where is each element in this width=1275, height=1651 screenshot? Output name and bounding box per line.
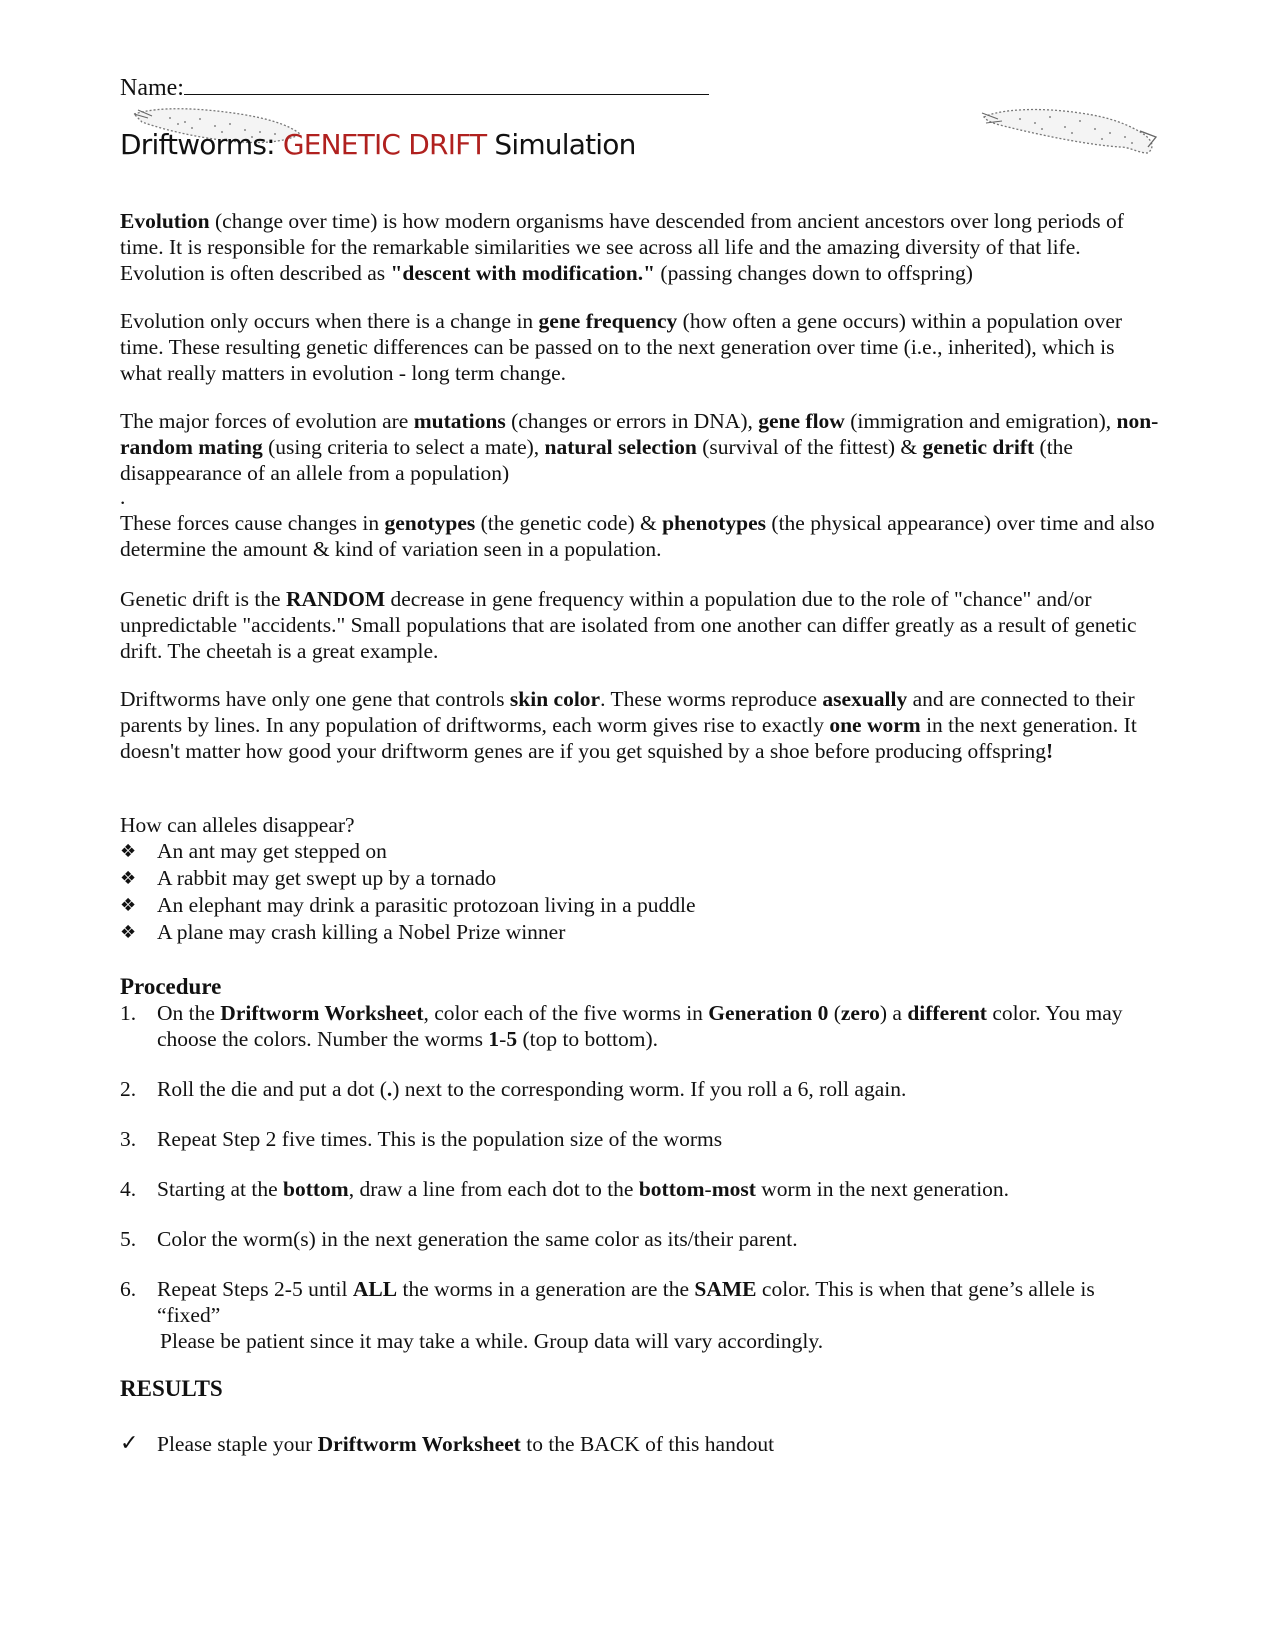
- document-title: [120, 128, 636, 161]
- bold-term: ALL: [352, 1277, 398, 1301]
- intro-paragraph-evolution: Evolution (change over time) is how modern organisms have descended from ancient ancestors over long periods of time. It is responsible for the remarkable similarities we see across all life and the amazing diversity of that life. Evolution is often described as "descent with modification." (passing changes down to offspring): [120, 209, 1124, 285]
- bold-term: most: [711, 1177, 756, 1201]
- name-blank-line[interactable]: [184, 72, 709, 95]
- checkmark-icon: ✓: [120, 1431, 139, 1456]
- bold-term: natural selection: [544, 435, 697, 459]
- allele-bullet-text: A rabbit may get swept up by a tornado: [157, 866, 497, 890]
- results-item-text: Please staple your Driftworm Worksheet to the BACK of this handout: [157, 1432, 775, 1456]
- results-heading: RESULTS: [120, 1376, 223, 1401]
- procedure-section: [120, 974, 1160, 1354]
- procedure-step: [120, 1276, 1160, 1354]
- title-genetic-drift: GENETIC DRIFT: [282, 128, 487, 161]
- bold-term: phenotypes: [662, 511, 767, 535]
- bold-term: mutations: [413, 409, 506, 433]
- procedure-step: [120, 1126, 1160, 1152]
- step-6-note: Please be patient since it may take a while. Group data will vary accordingly.: [160, 1329, 824, 1353]
- step-text: Color the worm(s) in the next generation the same color as its/their parent.: [157, 1227, 798, 1251]
- procedure-step: [120, 1076, 1160, 1102]
- intro-paragraph-driftworms: Driftworms have only one gene that controls skin color. These worms reproduce asexually and are connected to their parents by lines. In any population of driftworms, each worm gives rise to exactly one worm in the next generation. It doesn't matter how good your driftworm genes are if you get squished by a shoe before producing offspring!: [120, 687, 1137, 763]
- stray-period: .: [120, 485, 126, 509]
- step-number: 2.: [120, 1077, 137, 1101]
- bold-term: different: [907, 1001, 987, 1025]
- step-text: On the Driftworm Worksheet, color each of the five worms in Generation 0 (zero) a different color. You may choose the colors. Number the worms 1-5 (top to bottom).: [157, 1001, 1123, 1051]
- alleles-bullet-list: [120, 838, 1160, 946]
- bold-term: zero: [840, 1001, 880, 1025]
- title-prefix: Driftworms:: [120, 128, 283, 161]
- allele-bullet-text: An ant may get stepped on: [157, 839, 387, 863]
- bold-term: gene flow: [758, 409, 845, 433]
- allele-bullet-text: A plane may crash killing a Nobel Prize winner: [157, 920, 566, 944]
- step-number: 6.: [120, 1277, 137, 1301]
- results-section: [120, 1376, 1160, 1457]
- diamond-bullet-icon: ❖: [120, 868, 137, 889]
- bold-term: bottom: [638, 1177, 705, 1201]
- intro-paragraph-genetic-drift: Genetic drift is the RANDOM decrease in gene frequency within a population due to the role of "chance" and/or unpredictable "accidents." Small populations that are isolated from one another can differ greatly as a result of genetic drift. The cheetah is a great example.: [120, 587, 1137, 663]
- diamond-bullet-icon: ❖: [120, 841, 137, 862]
- intro-paragraph-forces: The major forces of evolution are mutations (changes or errors in DNA), gene flow (immigration and emigration), non-random mating (using criteria to select a mate), natural selection (survival of the fittest) & genetic drift (the disappearance of an allele from a population): [120, 409, 1159, 485]
- bold-term: asexually: [822, 687, 908, 711]
- bold-term: Driftworm Worksheet: [317, 1432, 521, 1456]
- step-number: 1.: [120, 1001, 137, 1025]
- bold-term: non-random mating: [120, 409, 1159, 459]
- allele-bullet-item: [120, 865, 1160, 892]
- bold-term: SAME: [694, 1277, 757, 1301]
- intro-paragraph-genotypes: These forces cause changes in genotypes (the genetic code) & phenotypes (the physical appearance) over time and also determine the amount & kind of variation seen in a population.: [120, 511, 1155, 561]
- procedure-step: [120, 1176, 1160, 1202]
- procedure-steps-list: [120, 1000, 1160, 1354]
- name-label: Name:: [120, 75, 184, 101]
- step-number: 4.: [120, 1177, 137, 1201]
- procedure-step: [120, 1000, 1160, 1052]
- procedure-heading: Procedure: [120, 974, 222, 999]
- bold-term: 1: [488, 1027, 500, 1051]
- title-suffix: Simulation: [486, 128, 636, 161]
- bold-term: Evolution: [120, 209, 210, 233]
- step-text: Repeat Steps 2-5 until ALL the worms in a generation are the SAME color. This is when that gene’s allele is “fixed”: [157, 1277, 1095, 1327]
- alleles-section: [120, 812, 1160, 946]
- bold-term: skin color: [509, 687, 601, 711]
- allele-bullet-item: [120, 838, 1160, 865]
- allele-bullet-text: An elephant may drink a parasitic protozoan living in a puddle: [157, 893, 696, 917]
- results-item: [120, 1431, 1160, 1457]
- step-number: 3.: [120, 1127, 137, 1151]
- allele-bullet-item: [120, 919, 1160, 946]
- alleles-question: How can alleles disappear?: [120, 813, 355, 837]
- procedure-step: [120, 1226, 1160, 1252]
- bold-term: "descent with modification.": [390, 261, 656, 285]
- bold-term: .: [386, 1077, 393, 1101]
- step-text: Roll the die and put a dot (.) next to the corresponding worm. If you roll a 6, roll again.: [157, 1077, 907, 1101]
- bold-term: 5: [506, 1027, 518, 1051]
- diamond-bullet-icon: ❖: [120, 922, 137, 943]
- bold-term: one worm: [829, 713, 921, 737]
- name-field[interactable]: [120, 72, 709, 102]
- bold-term: RANDOM: [285, 587, 386, 611]
- step-text: Starting at the bottom, draw a line from each dot to the bottom-most worm in the next generation.: [157, 1177, 1010, 1201]
- bold-term: !: [1045, 739, 1054, 763]
- step-text: Repeat Step 2 five times. This is the population size of the worms: [157, 1127, 723, 1151]
- step-number: 5.: [120, 1227, 137, 1251]
- bold-term: Generation 0: [708, 1001, 829, 1025]
- bold-term: gene frequency: [538, 309, 678, 333]
- diamond-bullet-icon: ❖: [120, 895, 137, 916]
- intro-paragraph-gene-frequency: Evolution only occurs when there is a change in gene frequency (how often a gene occurs) within a population over time. These resulting genetic differences can be passed on to the next generation over time (i.e., inherited), which is what really matters in evolution - long term change.: [120, 309, 1123, 385]
- bold-term: genotypes: [384, 511, 476, 535]
- allele-bullet-item: [120, 892, 1160, 919]
- bold-term: genetic drift: [922, 435, 1035, 459]
- bold-term: Driftworm Worksheet: [220, 1001, 424, 1025]
- bold-term: bottom: [283, 1177, 349, 1201]
- driftworm-illustration-right: [980, 103, 1160, 163]
